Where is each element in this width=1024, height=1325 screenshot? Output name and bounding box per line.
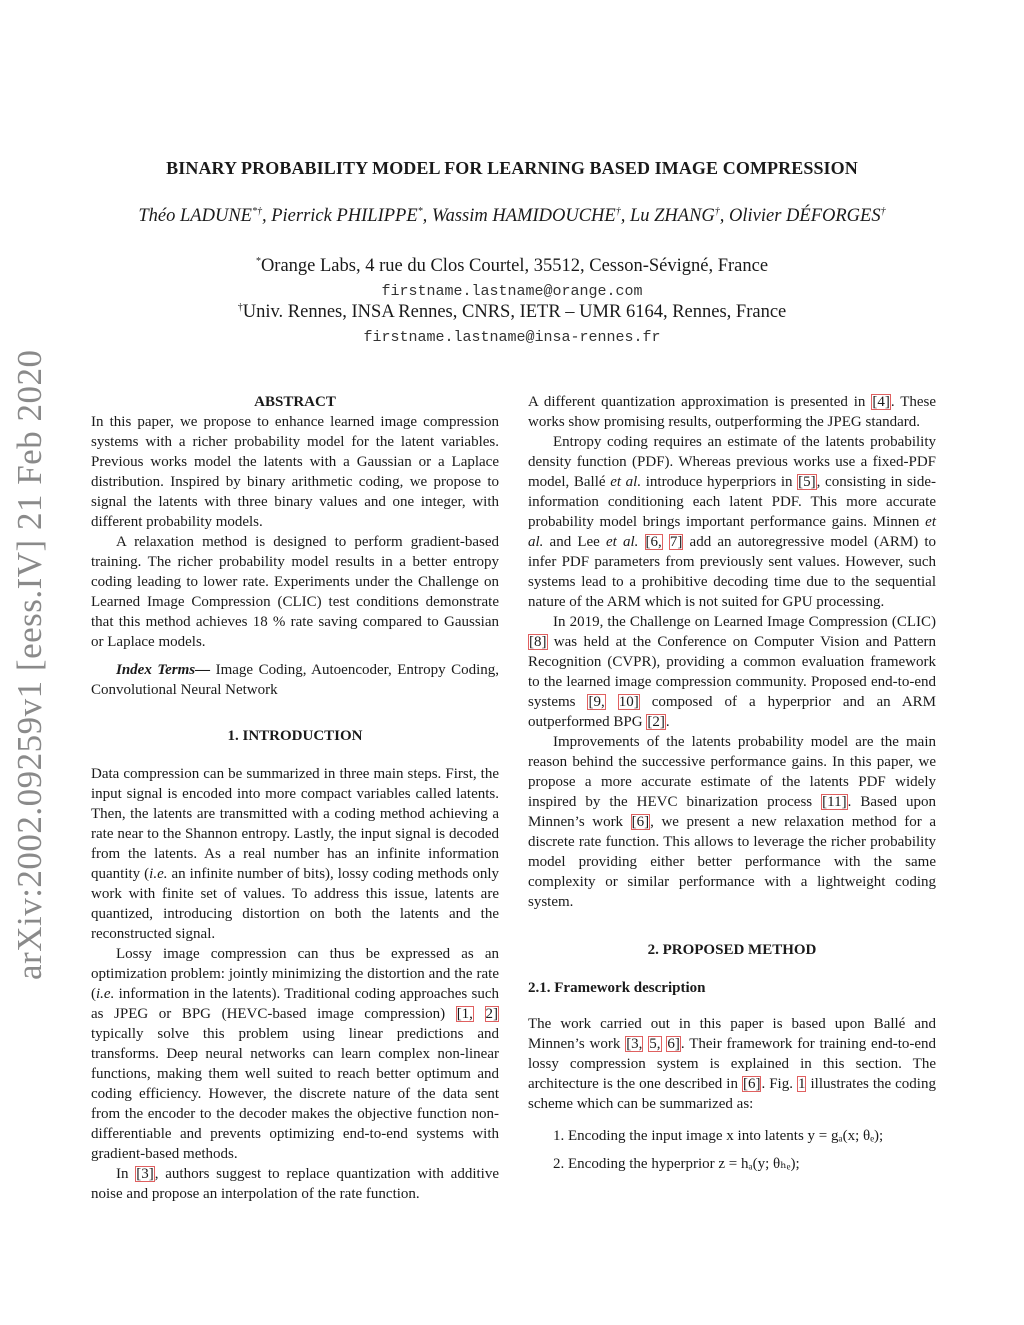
author: Théo LADUNE xyxy=(138,206,252,226)
email-orange[interactable]: firstname.lastname@orange.com xyxy=(381,283,643,300)
right-column xyxy=(528,392,936,1182)
section-heading-introduction: 1. INTRODUCTION xyxy=(227,728,363,744)
intro-paragraph: Entropy coding requires an estimate of the latents probability density function (PDF). Whereas previous works use a fixed-PDF model, Ballé et al. introduce hyperpriors in [5], consisting in side-information conditioning each latent PDF. This more accurate probability model brings important performance gains. Minnen et al. and Lee et al. [6, 7] add an autoregressive model (ARM) to infer PDF parameters from previously sent values. However, such systems lead to a prohibitive decoding time due to the sequential nature of the ARM which is not suited for GPU processing. xyxy=(528,434,937,610)
citation-link[interactable]: 6] xyxy=(667,1036,680,1052)
citation-link[interactable]: 7] xyxy=(669,534,683,550)
citation-link[interactable]: [5] xyxy=(798,474,816,490)
citation-link[interactable]: [2] xyxy=(647,714,665,730)
citation-link[interactable]: [9, xyxy=(588,694,605,710)
author: Pierrick PHILIPPE xyxy=(271,206,418,226)
subsection-heading: 2.1. Framework description xyxy=(528,980,706,996)
abstract-paragraph: A relaxation method is designed to perform gradient-based training. The richer probability model results in a better entropy coding leading to lower rate. Experiments under the Challenge on Learned Image Compression (CLIC) test conditions demonstrate that this method achieves 18 % rate saving compared to Gaussian or Laplace models. xyxy=(91,534,499,650)
affiliation-orange xyxy=(0,256,1024,277)
scheme-steps-list xyxy=(528,1126,936,1174)
citation-link[interactable]: [11] xyxy=(822,794,847,810)
arxiv-stamp: arXiv:2002.09259v1 [eess.IV] 21 Feb 2020 xyxy=(10,349,49,980)
citation-link[interactable]: [1, xyxy=(456,1006,473,1022)
section-heading-proposed-method: 2. PROPOSED METHOD xyxy=(647,942,817,958)
intro-paragraph: A different quantization approximation is presented in [4]. These works show promising results, outperforming the JPEG standard. xyxy=(528,394,937,430)
author-mark: † xyxy=(880,205,886,217)
citation-link[interactable]: [6] xyxy=(742,1076,761,1092)
abstract-paragraph: In this paper, we propose to enhance learned image compression systems with a richer probability model for the latent variables. Previous works model the latents with a Gaussian or a Laplace distribution. Inspired by binary arithmetic coding, we propose to signal the latents with three binary values and one integer, with different probability models. xyxy=(91,414,499,530)
author: Wassim HAMIDOUCHE xyxy=(431,206,616,226)
author: Lu ZHANG xyxy=(629,206,715,226)
intro-paragraph: Lossy image compression can thus be expressed as an optimization problem: jointly minimizing the distortion and the rate (i.e. information in the latents). Traditional coding approaches such as JPEG or BPG (HEVC-based image compression) [1, 2] typically solve this problem using linear predictions and transforms. Deep neural networks can learn complex non-linear functions, making them well suited to reach better optimum and coding efficiency. However, the discrete nature of the data sent from the encoder to the decoder makes the objective function non-differentiable and prevents optimizing end-to-end systems with gradient-based methods. xyxy=(91,946,499,1162)
index-terms-text: Image Coding, Autoencoder, Entropy Coding, Convolutional Neural Network xyxy=(91,662,499,698)
citation-link[interactable]: 2] xyxy=(485,1006,498,1022)
citation-link[interactable]: [4] xyxy=(872,394,890,410)
author-mark: † xyxy=(615,205,621,217)
intro-paragraph: In [3], authors suggest to replace quantization with additive noise and propose an interpolation of the rate function. xyxy=(91,1166,499,1202)
author-mark: * xyxy=(417,205,423,217)
list-item: 2. Encoding the hyperprior z = hₐ(y; θₕₑ); xyxy=(568,1154,936,1174)
left-column xyxy=(91,392,499,1204)
citation-link[interactable]: [3] xyxy=(136,1166,154,1182)
affiliation-mark: * xyxy=(255,255,261,267)
citation-link[interactable]: 10] xyxy=(618,694,639,710)
abstract-heading: ABSTRACT xyxy=(254,394,336,410)
figure-link[interactable]: 1 xyxy=(797,1076,806,1092)
affiliation-text: Univ. Rennes, INSA Rennes, CNRS, IETR – UMR 6164, Rennes, France xyxy=(242,302,787,322)
author: Olivier DÉFORGES xyxy=(729,206,881,226)
index-terms xyxy=(91,660,499,700)
paper-title: BINARY PROBABILITY MODEL FOR LEARNING BASED IMAGE COMPRESSION xyxy=(166,158,858,178)
index-terms-label: Index Terms— xyxy=(116,662,211,678)
email-rennes[interactable]: firstname.lastname@insa-rennes.fr xyxy=(363,329,661,346)
intro-paragraph: Data compression can be summarized in three main steps. First, the input signal is encoded into more compact variables called latents. Then, the latents are transmitted with a coding method achieving a rate near to the Shannon entropy. Lastly, the input signal is decoded from the latents. As a real number has an infinite information quantity (i.e. an infinite number of bits), lossy coding methods only work with finite set of values. To address this issue, latents are quantized, introducing distortion on both the latents and the reconstructed signal. xyxy=(91,766,499,942)
citation-link[interactable]: [6, xyxy=(645,534,662,550)
intro-paragraph: In 2019, the Challenge on Learned Image Compression (CLIC) [8] was held at the Conference on Computer Vision and Pattern Recognition (CVPR), providing a common evaluation framework to the learned image compression community. Proposed end-to-end systems [9, 10] composed of a hyperprior and an ARM outperformed BPG [2]. xyxy=(528,614,936,730)
author-mark: † xyxy=(714,205,720,217)
intro-paragraph: Improvements of the latents probability model are the main reason behind the successive performance gains. In this paper, we propose a more accurate estimate of the latents PDF widely inspired by the HEVC binarization process [11]. Based upon Minnen’s work [6], we present a new relaxation method for a discrete rate function. This allows to leverage the richer probability model providing either better performance with the same complexity or similar performance with a lightweight coding system. xyxy=(528,734,936,910)
affiliation-rennes xyxy=(0,302,1024,323)
citation-link[interactable]: [3, xyxy=(626,1036,643,1052)
citation-link[interactable]: [6] xyxy=(631,814,650,830)
list-item: 1. Encoding the input image x into latents y = gₐ(x; θₑ); xyxy=(568,1126,936,1146)
affiliation-mark: † xyxy=(237,301,243,313)
citation-link[interactable]: 5, xyxy=(649,1036,661,1052)
method-paragraph: The work carried out in this paper is based upon Ballé and Minnen’s work [3, 5, 6]. Their framework for training end-to-end lossy compression system is explained in this section. The architecture is the one described in [6]. Fig. 1 illustrates the coding scheme which can be summarized as: xyxy=(528,1016,937,1112)
author-mark: *† xyxy=(251,205,262,217)
author-list: Théo LADUNE*†, Pierrick PHILIPPE*, Wassim HAMIDOUCHE†, Lu ZHANG†, Olivier DÉFORGES† xyxy=(138,205,886,226)
citation-link[interactable]: [8] xyxy=(529,634,547,650)
affiliation-text: Orange Labs, 4 rue du Clos Courtel, 35512, Cesson-Sévigné, France xyxy=(260,256,769,276)
